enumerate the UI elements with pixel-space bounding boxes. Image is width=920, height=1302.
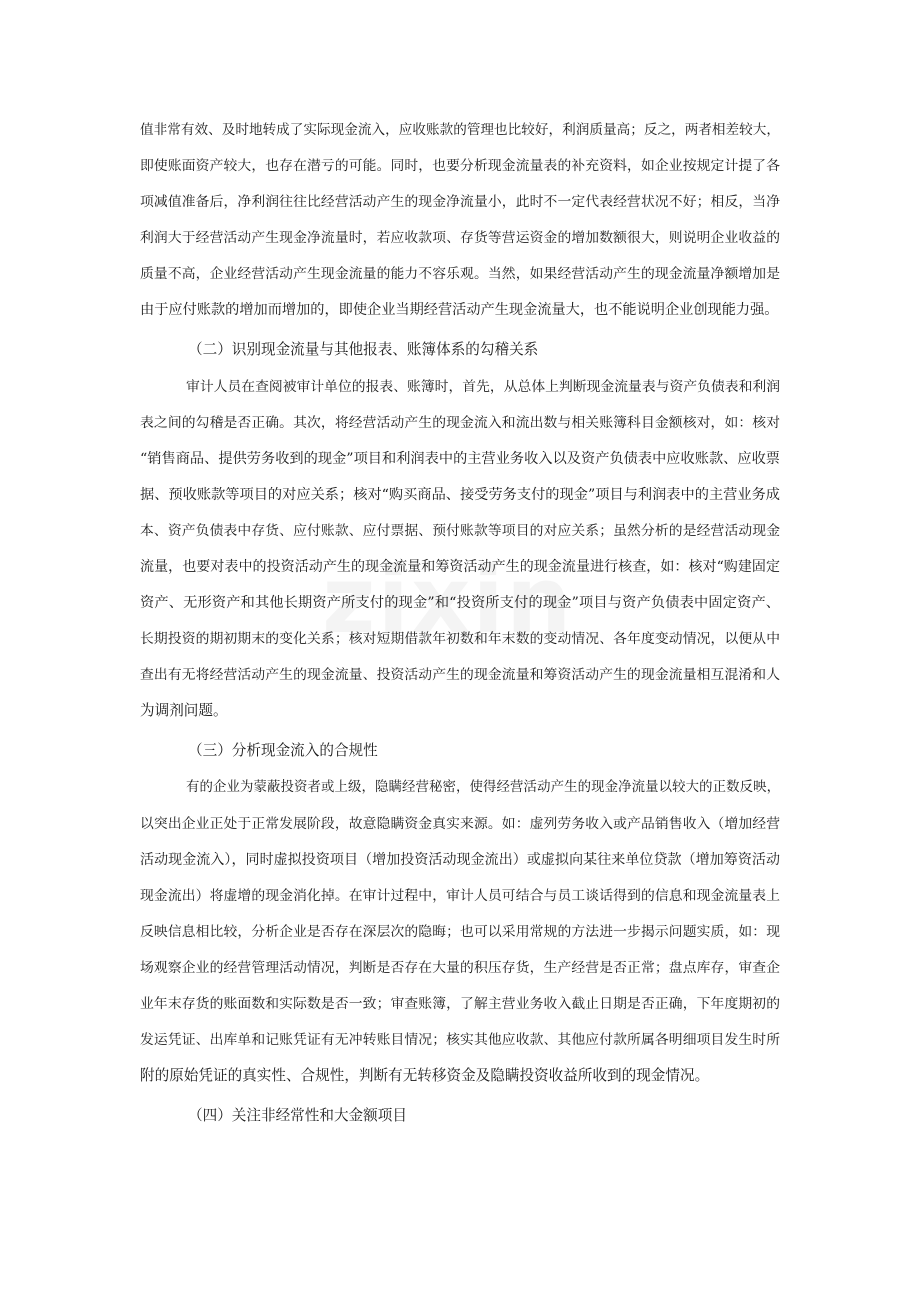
paragraph-line: 有的企业为蒙蔽投资者或上级，隐瞒经营秘密，使得经营活动产生的现金净流量以较大的正数反映， — [186, 780, 780, 795]
paragraph-line: “销售商品、提供劳务收到的现金”项目和利润表中的主营业务收入以及资产负债表中应收账款、应收票 — [140, 451, 780, 467]
paragraph-line: 资产、无形资产和其他长期资产所支付的现金”和“投资所支付的现金”项目与资产负债表中固定资产、 — [140, 595, 780, 611]
paragraph-line: 活动现金流入），同时虚拟投资项目（增加投资活动现金流出）或虚拟向某往来单位贷款（增加筹资活动 — [140, 852, 780, 868]
section-heading-3: （三）分析现金流入的合规性 — [188, 742, 378, 759]
paragraph-line: 利润大于经营活动产生现金净流量时，若应收款项、存货等营运资金的增加数额很大，则说明企业收益的 — [140, 230, 780, 246]
paragraph-line: 项减值准备后，净利润往往比经营活动产生的现金净流量小，此时不一定代表经营状况不好；相反，当净 — [140, 194, 780, 210]
paragraph-line: 业年末存货的账面数和实际数是否一致；审查账簿，了解主营业务收入截止日期是否正确，下年度期初的 — [140, 996, 780, 1012]
paragraph-line: 查出有无将经营活动产生的现金流量、投资活动产生的现金流量和筹资活动产生的现金流量相互混淆和人 — [140, 667, 780, 683]
paragraph-line: 以突出企业正处于正常发展阶段，故意隐瞒资金真实来源。如：虚列劳务收入或产品销售收入（增加经营 — [140, 816, 780, 832]
paragraph-line: 附的原始凭证的真实性、合规性，判断有无转移资金及隐瞒投资收益所收到的现金情况。 — [140, 1067, 710, 1084]
section-heading-4: （四）关注非经常性和大金额项目 — [188, 1107, 407, 1124]
paragraph-line: 值非常有效、及时地转成了实际现金流入，应收账款的管理也比较好，利润质量高；反之，两者相差较大， — [140, 122, 780, 138]
paragraph-line: 发运凭证、出库单和记账凭证有无冲转账目情况；核实其他应收款、其他应付款所属各明细项目发生时所 — [140, 1032, 780, 1048]
paragraph-line: 审计人员在查阅被审计单位的报表、账簿时，首先，从总体上判断现金流量表与资产负债表和利润 — [186, 379, 780, 395]
paragraph-line: 本、资产负债表中存货、应付账款、应付票据、预付账款等项目的对应关系；虽然分析的是经营活动现金 — [140, 523, 780, 539]
paragraph-line: 场观察企业的经营管理活动情况，判断是否存在大量的积压存货，生产经营是否正常；盘点库存，审查企 — [140, 960, 780, 976]
paragraph-line: 即使账面资产较大，也存在潜亏的可能。同时，也要分析现金流量表的补充资料，如企业按规定计提了各 — [140, 158, 780, 174]
paragraph-line: 流量，也要对表中的投资活动产生的现金流量和筹资活动产生的现金流量进行核查，如：核对“购建固定 — [140, 559, 780, 575]
paragraph-line: 表之间的勾稽是否正确。其次，将经营活动产生的现金流入和流出数与相关账簿科目金额核对，如：核对 — [140, 415, 780, 431]
paragraph-line: 长期投资的期初期末的变化关系；核对短期借款年初数和年末数的变动情况、各年度变动情况，以便从中 — [140, 631, 780, 647]
paragraph-line: 据、预收账款等项目的对应关系；核对“购买商品、接受劳务支付的现金”项目与利润表中的主营业务成 — [140, 487, 780, 503]
paragraph-line: 由于应付账款的增加而增加的，即使企业当期经营活动产生现金流量大，也不能说明企业创现能力强。 — [140, 302, 779, 318]
section-heading-2: （二）识别现金流量与其他报表、账簿体系的勾稽关系 — [188, 341, 539, 358]
paragraph-line: 反映信息相比较，分析企业是否存在深层次的隐晦；也可以采用常规的方法进一步揭示问题实质，如：现 — [140, 924, 780, 940]
paragraph-line: 为调剂问题。 — [140, 702, 228, 719]
paragraph-line: 质量不高，企业经营活动产生现金流量的能力不容乐观。当然，如果经营活动产生的现金流量净额增加是 — [140, 266, 780, 282]
paragraph-line: 现金流出）将虚增的现金消化掉。在审计过程中，审计人员可结合与员工谈话得到的信息和现金流量表上 — [140, 888, 780, 904]
